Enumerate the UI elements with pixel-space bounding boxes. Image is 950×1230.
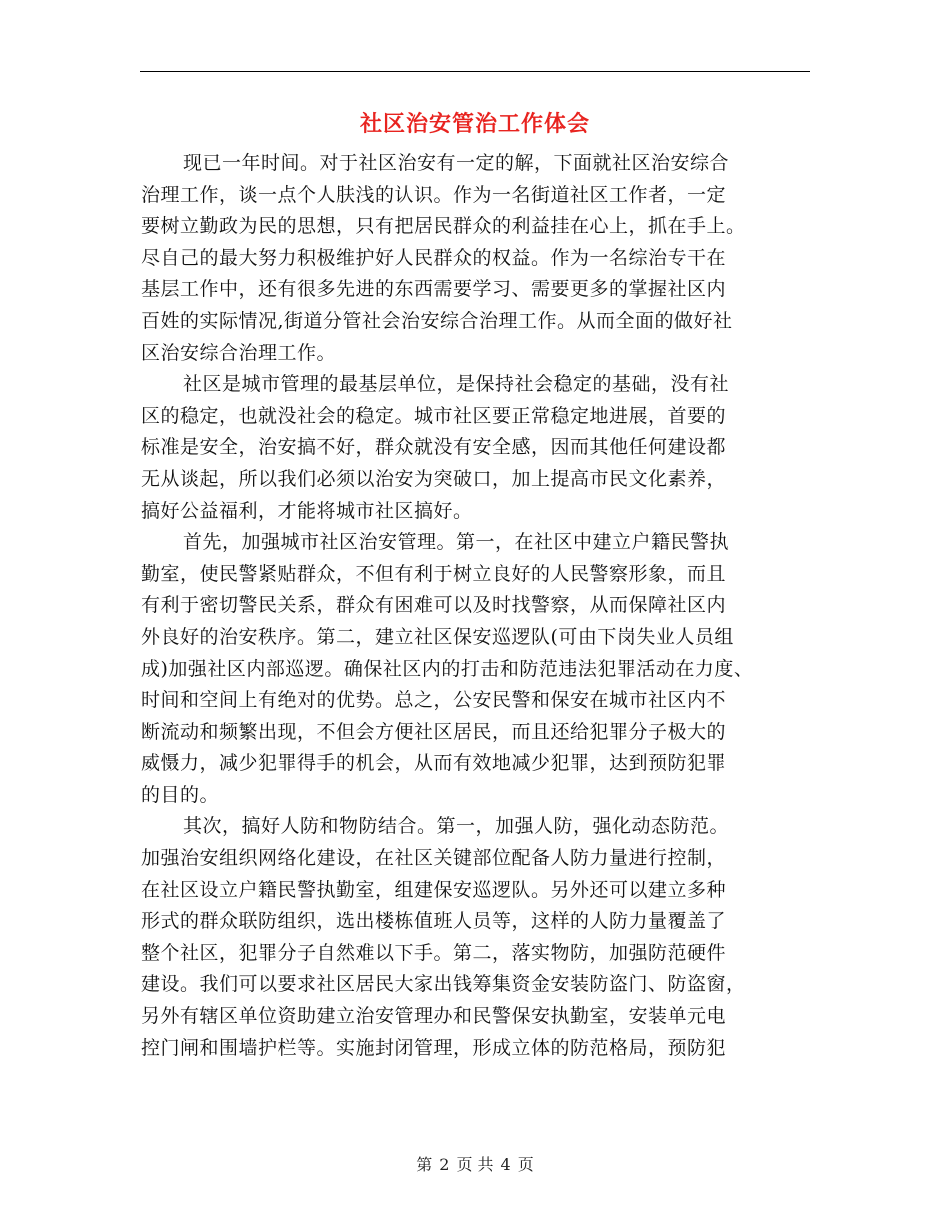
paragraph-line: 治理工作，谈一点个人肤浅的认识。作为一名街道社区工作者，一定 (141, 183, 727, 206)
paragraph-line: 形式的群众联防组织，选出楼栋值班人员等，这样的人防力量覆盖了 (141, 910, 727, 933)
paragraph-line: 另外有辖区单位资助建立治安管理办和民警保安执勤室，安装单元电 (141, 1005, 727, 1028)
footer-page-total: 4 (500, 1155, 511, 1174)
paragraph-line: 成)加强社区内部巡逻。确保社区内的打击和防范违法犯罪活动在力度、 (141, 657, 754, 680)
footer-middle: 页 共 (456, 1155, 494, 1174)
paragraph-line: 区治安综合治理工作。 (141, 341, 337, 364)
paragraph-line: 区的稳定，也就没社会的稳定。城市社区要正常稳定地进展，首要的 (141, 404, 727, 427)
paragraph-line: 尽自己的最大努力积极维护好人民群众的权益。作为一名综治专干在 (141, 246, 727, 269)
paragraph-line: 有利于密切警民关系，群众有困难可以及时找警察，从而保障社区内 (141, 594, 727, 617)
footer-suffix: 页 (517, 1155, 534, 1174)
footer-prefix: 第 (416, 1155, 433, 1174)
paragraph-line: 时间和空间上有绝对的优势。总之，公安民警和保安在城市社区内不 (141, 689, 727, 712)
paragraph-line: 首先，加强城市社区治安管理。第一，在社区中建立户籍民警执 (183, 531, 730, 554)
body-paragraph (141, 148, 813, 369)
paragraph-line: 社区是城市管理的最基层单位，是保持社会稳定的基础，没有社 (183, 373, 730, 396)
paragraph-line: 在社区设立户籍民警执勤室，组建保安巡逻队。另外还可以建立多种 (141, 878, 727, 901)
paragraph-line: 其次，搞好人防和物防结合。第一，加强人防，强化动态防范。 (183, 815, 730, 838)
paragraph-line: 威慑力，减少犯罪得手的机会，从而有效地减少犯罪，达到预防犯罪 (141, 752, 727, 775)
paragraph-line: 控门闸和围墙护栏等。实施封闭管理，形成立体的防范格局，预防犯 (141, 1036, 727, 1059)
paragraph-line: 现已一年时间。对于社区治安有一定的解，下面就社区治安综合 (183, 152, 730, 174)
paragraph-line: 标准是安全，治安搞不好，群众就没有安全感，因而其他任何建设都 (141, 436, 727, 459)
paragraph-line: 建设。我们可以要求社区居民大家出钱筹集资金安装防盗门、防盗窗， (141, 973, 746, 996)
page-footer (0, 1153, 950, 1177)
paragraph-line: 基层工作中，还有很多先进的东西需要学习、需要更多的掌握社区内 (141, 278, 727, 301)
body-paragraph (141, 369, 813, 527)
paragraph-line: 加强治安组织网络化建设，在社区关键部位配备人防力量进行控制， (141, 847, 727, 870)
body-paragraph (141, 811, 813, 1064)
paragraph-line: 要树立勤政为民的思想，只有把居民群众的利益挂在心上，抓在手上。 (141, 215, 746, 238)
paragraph-line: 无从谈起，所以我们必须以治安为突破口，加上提高市民文化素养， (141, 467, 727, 490)
body-paragraph (141, 527, 813, 811)
paragraph-line: 百姓的实际情况,街道分管社会治安综合治理工作。从而全面的做好社 (141, 309, 733, 332)
paragraph-line: 断流动和频繁出现，不但会方便社区居民，而且还给犯罪分子极大的 (141, 720, 727, 743)
paragraph-line: 的目的。 (141, 783, 220, 806)
paragraph-line: 搞好公益福利，才能将城市社区搞好。 (141, 499, 473, 522)
paragraph-line: 整个社区，犯罪分子自然难以下手。第二，落实物防，加强防范硬件 (141, 941, 727, 964)
document-title: 社区治安管治工作体会 (359, 111, 590, 137)
paragraph-line: 勤室，使民警紧贴群众，不但有利于树立良好的人民警察形象，而且 (141, 562, 727, 585)
paragraph-line: 外良好的治安秩序。第二，建立社区保安巡逻队(可由下岗失业人员组 (141, 625, 734, 648)
footer-page-number: 2 (439, 1155, 450, 1174)
header-rule (140, 71, 810, 72)
document-body (141, 148, 813, 1064)
